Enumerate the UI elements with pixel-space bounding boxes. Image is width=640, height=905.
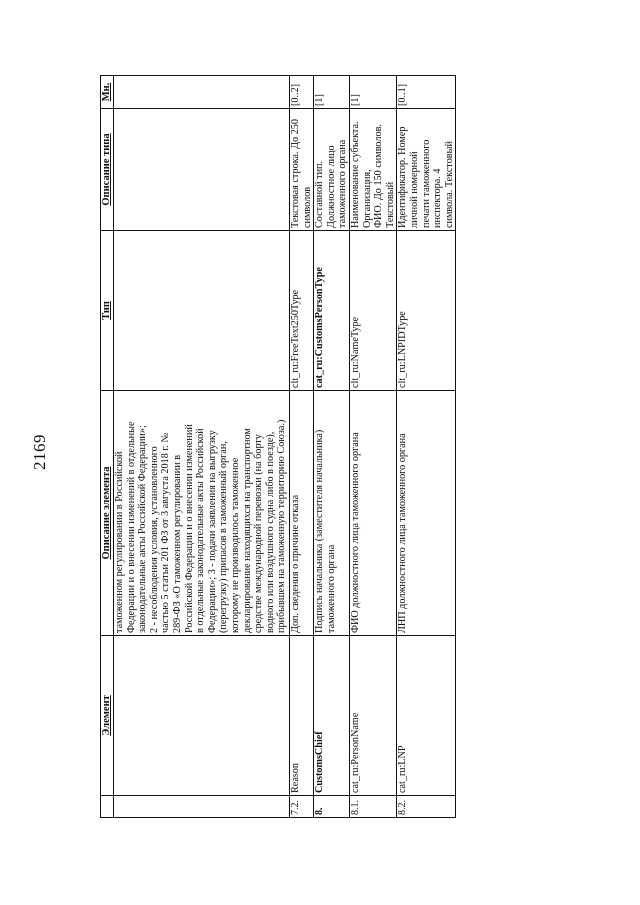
row-multiplicity: [0..2] [290,76,314,109]
row-element: cat_ru:PersonName [349,636,396,796]
row-number: 7.2. [290,796,314,818]
row-type [114,231,290,391]
row-type: clt_ru:LNPIDType [397,231,456,391]
table-row [290,76,314,818]
row-multiplicity: [0..1] [397,76,456,109]
row-type-description [114,109,290,231]
page-number: 2169 [30,434,49,470]
row-multiplicity [114,76,290,109]
row-type-description: Текстовая строка. До 250 символов [290,109,314,231]
row-number: 8. [314,796,350,818]
row-number: 8.2. [397,796,456,818]
header-element-description: Описание элемента [101,391,114,636]
row-type: clt_ru:FreeText250Type [290,231,314,391]
row-number: 8.1. [349,796,396,818]
row-type-description: Идентификатор. Номер личной номерной печати таможенного инспектора. 4 символа. Текстовый [397,109,456,231]
row-element-description: таможенном регулировании в Российской Федерации и о внесении изменений в отдельные законодательные акты Российской Федерации»; 2 - несоблюдения условия, установленного частью 5 статьи 201 ФЗ от 3 августа 2018 г. № 289-ФЗ «О таможенном регулировании в Российской Федерации и о внесении изменений в отдельные законодательные акты Российской Федерации»; 3 - подачи заявления на выгрузку (перегрузку) припасов в таможенный орган, которому не производилось таможенное декларирование находящихся на транспортном средстве международной перевозки (на борту водного или воздушного судна либо в поезде), прибывшем на таможенную территорию Союза.) [114,391,290,636]
row-element-description: ФИО должностного лица таможенного органа [349,391,396,636]
table-row [397,76,456,818]
element-table [100,75,456,818]
row-type-description: Наименование субъекта. Организация, ФИО. До 150 символов. Текстовый [349,109,396,231]
table-row [114,76,290,818]
row-type: clt_ru:NameType [349,231,396,391]
row-element [114,636,290,796]
row-number [114,796,290,818]
row-element: CustomsChief [314,636,350,796]
row-element-description: ЛНП должностного лица таможенного органа [397,391,456,636]
table-row [349,76,396,818]
row-multiplicity: [1] [314,76,350,109]
row-element: Reason [290,636,314,796]
row-element-description: Подпись начальника (заместителя начальника) таможенного органа [314,391,350,636]
header-type: Тип [101,231,114,391]
header-multiplicity: Мн. [101,76,114,109]
row-element-description: Доп. сведения о причине отказа [290,391,314,636]
header-type-description: Описание типа [101,109,114,231]
table-row [314,76,350,818]
row-type-description: Составной тип. Должностное лицо таможенного органа [314,109,350,231]
table-header-row [101,76,114,818]
row-multiplicity: [1] [349,76,396,109]
header-number [101,796,114,818]
row-type: cat_ru:CustomsPersonType [314,231,350,391]
header-element: Элемент [101,636,114,796]
rotated-table-container [100,76,455,818]
row-element: cat_ru:LNP [397,636,456,796]
